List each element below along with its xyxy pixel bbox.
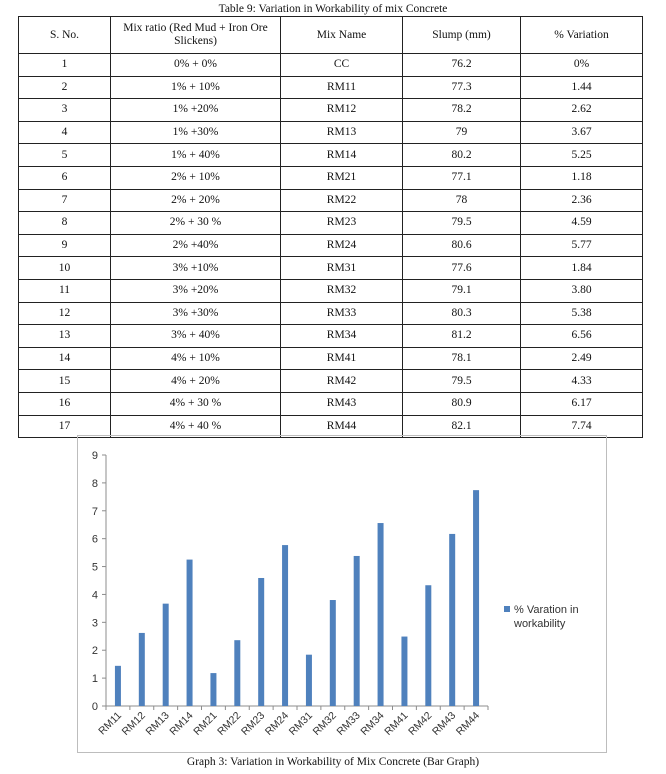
x-tick-label: RM12	[119, 709, 148, 738]
bar-chart	[77, 435, 607, 753]
legend-label: % Varation in workability	[514, 604, 579, 630]
cell-mix-ratio: 3% + 40%	[111, 325, 281, 348]
cell-slump: 78.1	[403, 347, 521, 370]
cell-mix-name: RM34	[281, 325, 403, 348]
table-caption: Table 9: Variation in Workability of mix Concrete	[218, 3, 448, 15]
bar-rm14	[187, 560, 193, 706]
cell-sno: 12	[19, 302, 111, 325]
cell-mix-name: RM44	[281, 415, 403, 438]
x-tick-label: RM14	[167, 709, 196, 738]
cell-slump: 77.1	[403, 166, 521, 189]
cell-mix-name: RM13	[281, 121, 403, 144]
x-tick-label: RM23	[239, 709, 268, 738]
table-row	[19, 370, 643, 393]
cell-variation: 6.56	[521, 325, 643, 348]
y-tick-label: 7	[91, 505, 98, 518]
table-row	[19, 121, 643, 144]
table-body	[19, 54, 643, 438]
table-row	[19, 302, 643, 325]
cell-mix-name: RM21	[281, 166, 403, 189]
chart-caption: Graph 3: Variation in Workability of Mix Concrete (Bar Graph)	[186, 756, 480, 768]
legend-swatch	[504, 606, 510, 612]
cell-slump: 79.5	[403, 212, 521, 235]
cell-slump: 78	[403, 189, 521, 212]
cell-variation: 7.74	[521, 415, 643, 438]
cell-slump: 80.3	[403, 302, 521, 325]
table-row	[19, 212, 643, 235]
x-tick-label: RM13	[143, 709, 172, 738]
bar-rm44	[473, 490, 479, 706]
cell-mix-ratio: 2% + 30 %	[111, 212, 281, 235]
cell-slump: 76.2	[403, 54, 521, 77]
cell-mix-name: RM31	[281, 257, 403, 280]
cell-mix-ratio: 3% +10%	[111, 257, 281, 280]
table-header-row	[19, 17, 643, 54]
bar-rm12	[139, 633, 145, 706]
y-tick-label: 1	[91, 673, 98, 686]
x-tick-label: RM31	[286, 709, 316, 738]
cell-variation: 5.25	[521, 144, 643, 167]
cell-mix-ratio: 3% +20%	[111, 279, 281, 302]
cell-mix-ratio: 4% + 40 %	[111, 415, 281, 438]
cell-sno: 7	[19, 189, 111, 212]
table-row	[19, 76, 643, 99]
table-row	[19, 189, 643, 212]
cell-slump: 78.2	[403, 99, 521, 122]
bar-rm33	[354, 556, 360, 706]
cell-sno: 6	[19, 166, 111, 189]
bar-rm21	[210, 673, 216, 706]
cell-sno: 9	[19, 234, 111, 257]
x-tick-label: RM21	[191, 709, 220, 738]
cell-variation: 5.38	[521, 302, 643, 325]
cell-sno: 14	[19, 347, 111, 370]
cell-sno: 10	[19, 257, 111, 280]
cell-mix-ratio: 4% + 20%	[111, 370, 281, 393]
cell-slump: 81.2	[403, 325, 521, 348]
y-tick-label: 6	[91, 533, 98, 546]
cell-mix-ratio: 2% + 20%	[111, 189, 281, 212]
header-slump: Slump (mm)	[403, 17, 521, 54]
y-tick-label: 5	[91, 561, 98, 574]
cell-mix-ratio: 1% +20%	[111, 99, 281, 122]
cell-sno: 5	[19, 144, 111, 167]
cell-mix-name: RM41	[281, 347, 403, 370]
cell-variation: 3.80	[521, 279, 643, 302]
x-tick-label: RM24	[262, 709, 292, 738]
table-row	[19, 234, 643, 257]
cell-sno: 4	[19, 121, 111, 144]
cell-mix-ratio: 4% + 10%	[111, 347, 281, 370]
cell-mix-name: RM23	[281, 212, 403, 235]
cell-mix-name: RM43	[281, 392, 403, 415]
cell-sno: 16	[19, 392, 111, 415]
cell-mix-ratio: 4% + 30 %	[111, 392, 281, 415]
header-sno: S. No.	[19, 17, 111, 54]
table-row	[19, 54, 643, 77]
cell-mix-ratio: 1% + 40%	[111, 144, 281, 167]
cell-variation: 2.49	[521, 347, 643, 370]
bar-rm23	[258, 578, 264, 706]
cell-mix-ratio: 1% + 10%	[111, 76, 281, 99]
y-tick-label: 9	[91, 450, 98, 462]
cell-sno: 1	[19, 54, 111, 77]
bar-rm31	[306, 655, 312, 706]
cell-mix-ratio: 2% +40%	[111, 234, 281, 257]
table-row	[19, 99, 643, 122]
cell-variation: 1.84	[521, 257, 643, 280]
cell-sno: 8	[19, 212, 111, 235]
bar-rm22	[234, 640, 240, 706]
cell-slump: 79.5	[403, 370, 521, 393]
x-tick-label: RM44	[453, 709, 483, 738]
table-row	[19, 166, 643, 189]
y-tick-label: 4	[91, 589, 98, 602]
cell-mix-name: RM33	[281, 302, 403, 325]
bar-rm13	[163, 604, 169, 706]
bar-rm42	[425, 585, 431, 706]
cell-mix-ratio: 1% +30%	[111, 121, 281, 144]
x-tick-label: RM34	[358, 709, 387, 738]
cell-slump: 79.1	[403, 279, 521, 302]
table-row	[19, 347, 643, 370]
cell-mix-ratio: 0% + 0%	[111, 54, 281, 77]
cell-mix-name: RM11	[281, 76, 403, 99]
cell-mix-name: RM42	[281, 370, 403, 393]
cell-variation: 3.67	[521, 121, 643, 144]
cell-variation: 2.62	[521, 99, 643, 122]
x-tick-label: RM42	[406, 709, 435, 738]
y-tick-label: 0	[91, 701, 98, 713]
bar-rm24	[282, 545, 288, 706]
header-mix-name: Mix Name	[281, 17, 403, 54]
cell-variation: 5.77	[521, 234, 643, 257]
header-variation: % Variation	[521, 17, 643, 54]
cell-slump: 80.2	[403, 144, 521, 167]
cell-sno: 13	[19, 325, 111, 348]
bar-rm32	[330, 600, 336, 706]
table-row	[19, 325, 643, 348]
workability-table	[18, 16, 643, 438]
cell-mix-name: RM24	[281, 234, 403, 257]
cell-variation: 0%	[521, 54, 643, 77]
bar-chart-svg	[78, 436, 606, 752]
table-row	[19, 392, 643, 415]
cell-mix-name: RM22	[281, 189, 403, 212]
x-tick-label: RM11	[96, 709, 125, 738]
cell-mix-ratio: 2% + 10%	[111, 166, 281, 189]
cell-slump: 82.1	[403, 415, 521, 438]
table-row	[19, 279, 643, 302]
y-tick-label: 8	[91, 477, 98, 490]
header-mix-ratio: Mix ratio (Red Mud + Iron Ore Slickens)	[111, 17, 281, 54]
y-tick-label: 3	[91, 617, 98, 630]
bar-rm11	[115, 666, 121, 706]
cell-mix-name: CC	[281, 54, 403, 77]
cell-variation: 4.33	[521, 370, 643, 393]
cell-mix-name: RM14	[281, 144, 403, 167]
x-tick-label: RM41	[382, 709, 411, 738]
bar-rm34	[378, 523, 384, 706]
bar-rm41	[401, 637, 407, 706]
cell-variation: 4.59	[521, 212, 643, 235]
cell-variation: 1.18	[521, 166, 643, 189]
cell-slump: 80.9	[403, 392, 521, 415]
cell-variation: 1.44	[521, 76, 643, 99]
x-tick-label: RM43	[430, 709, 459, 738]
x-tick-label: RM22	[215, 709, 244, 738]
cell-variation: 6.17	[521, 392, 643, 415]
cell-sno: 11	[19, 279, 111, 302]
legend	[504, 604, 579, 630]
cell-mix-name: RM32	[281, 279, 403, 302]
y-tick-label: 2	[91, 645, 98, 658]
cell-sno: 17	[19, 415, 111, 438]
table-row	[19, 257, 643, 280]
cell-variation: 2.36	[521, 189, 643, 212]
cell-slump: 79	[403, 121, 521, 144]
x-tick-label: RM33	[334, 709, 363, 738]
cell-sno: 15	[19, 370, 111, 393]
cell-slump: 80.6	[403, 234, 521, 257]
table-row	[19, 144, 643, 167]
cell-mix-name: RM12	[281, 99, 403, 122]
bar-rm43	[449, 534, 455, 706]
cell-sno: 2	[19, 76, 111, 99]
cell-slump: 77.6	[403, 257, 521, 280]
cell-mix-ratio: 3% +30%	[111, 302, 281, 325]
cell-slump: 77.3	[403, 76, 521, 99]
x-tick-label: RM32	[310, 709, 339, 738]
cell-sno: 3	[19, 99, 111, 122]
